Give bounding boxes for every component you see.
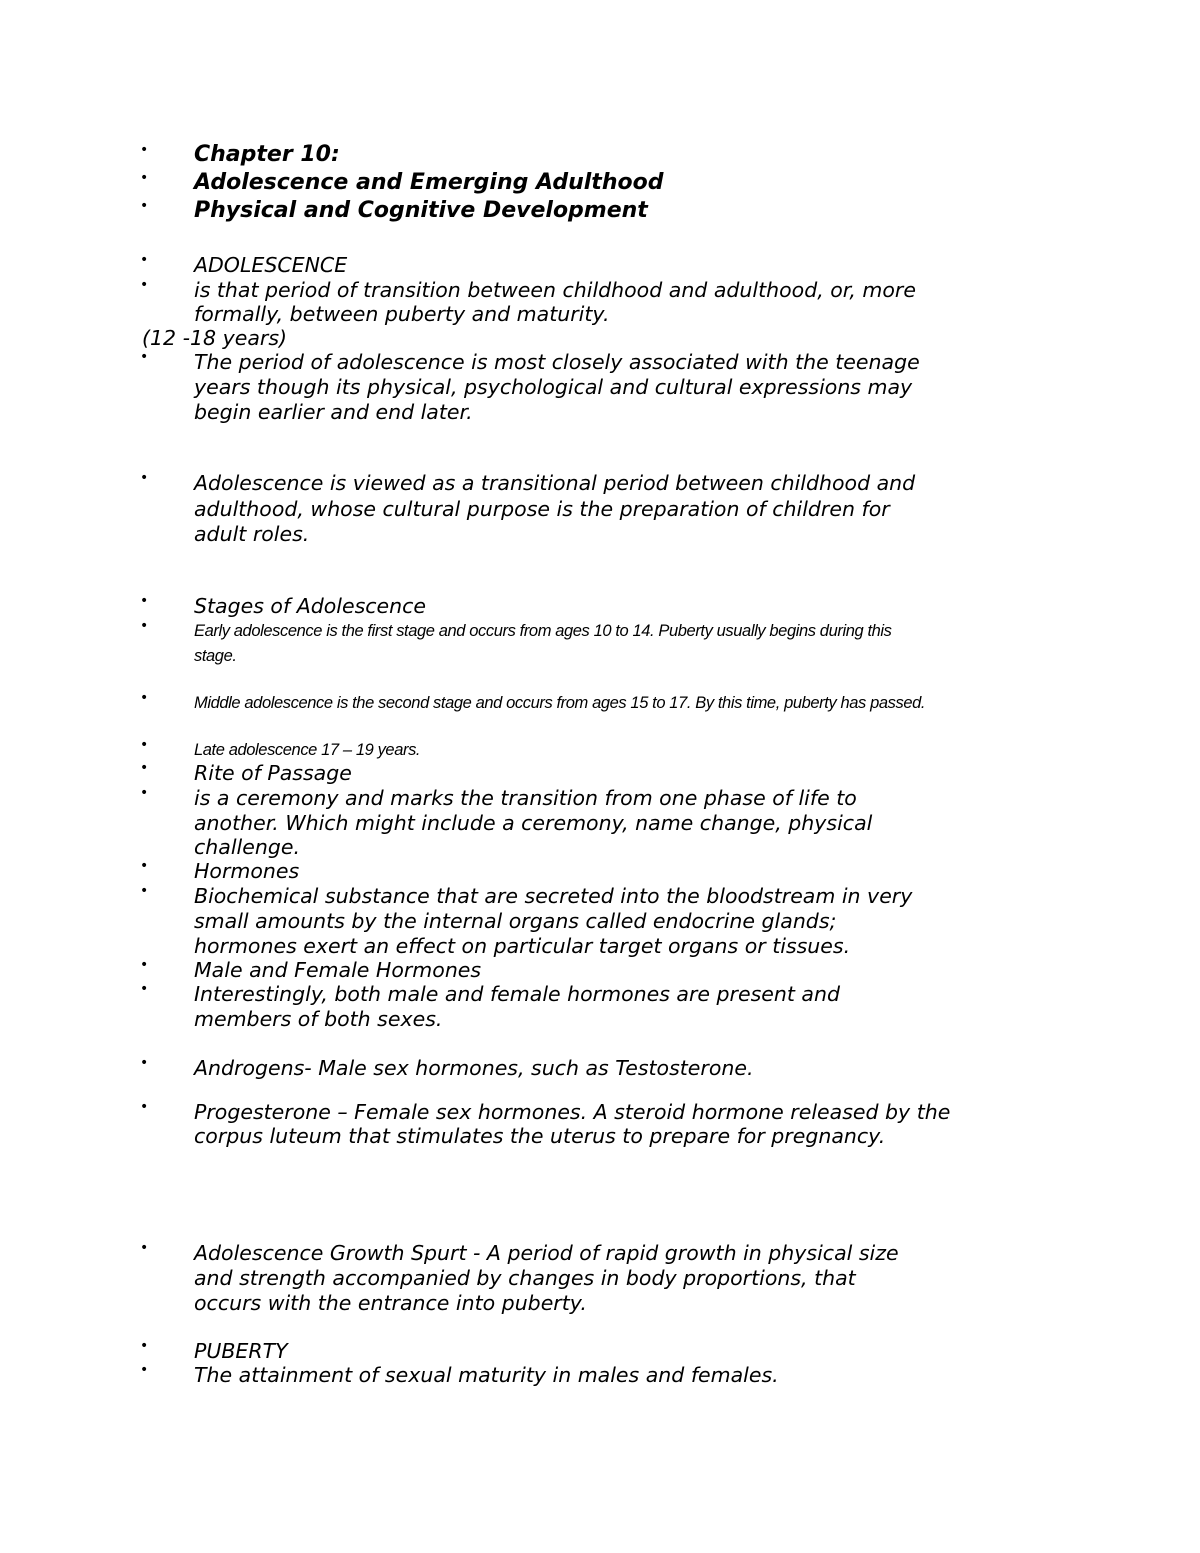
text-line (0, 643, 1200, 669)
chapter-subtitle: Adolescence and Emerging Adulthood (194, 170, 664, 195)
bullet: • (140, 170, 149, 186)
bullet: • (140, 593, 149, 609)
body-text: is a ceremony and marks the transition from one phase of life to (194, 786, 857, 810)
body-text: members of both sexes. (194, 1007, 443, 1031)
text-line (0, 521, 1200, 547)
body-text: adulthood, whose cultural purpose is the preparation of children for (194, 497, 890, 521)
text-line (0, 1099, 1200, 1125)
text-line (0, 785, 1200, 811)
bullet: • (140, 142, 149, 158)
section-heading-line (0, 858, 1200, 884)
text-line (0, 301, 1200, 327)
bullet: • (140, 737, 149, 753)
section-heading-line (0, 760, 1200, 786)
body-text: is that period of transition between childhood and adulthood, or, more (194, 278, 916, 302)
text-line (0, 1265, 1200, 1291)
section-heading: Rite of Passage (194, 761, 352, 785)
bullet: • (140, 618, 149, 634)
body-text: another. Which might include a ceremony, name change, physical (194, 811, 873, 835)
text-line (0, 1290, 1200, 1316)
bullet: • (140, 1338, 149, 1354)
text-line (0, 908, 1200, 934)
body-text: Progesterone – Female sex hormones. A steroid hormone released by the (194, 1100, 951, 1124)
body-text: Early adolescence is the first stage and occurs from ages 10 to 14. Puberty usually begins during this (194, 622, 892, 640)
body-text: Late adolescence 17 – 19 years. (194, 741, 421, 759)
text-line (0, 981, 1200, 1007)
body-text: begin earlier and end later. (194, 400, 473, 424)
chapter-subtitle-line (0, 198, 1200, 224)
chapter-subtitle: Physical and Cognitive Development (194, 198, 648, 223)
section-heading-line (0, 593, 1200, 619)
text-line (0, 349, 1200, 375)
body-text: formally, between puberty and maturity. (194, 302, 610, 326)
bullet: • (140, 470, 149, 486)
body-text: Biochemical substance that are secreted into the bloodstream in very (194, 884, 913, 908)
body-text: occurs with the entrance into puberty. (194, 1291, 587, 1315)
chapter-title-line (0, 142, 1200, 168)
section-heading: Hormones (194, 859, 300, 883)
bullet: • (140, 785, 149, 801)
text-line (0, 834, 1200, 860)
text-line (0, 883, 1200, 909)
text-line (0, 496, 1200, 522)
body-text: The attainment of sexual maturity in males and females. (194, 1363, 779, 1387)
body-text: Androgens- Male sex hormones, such as Testosterone. (194, 1056, 754, 1080)
bullet: • (140, 349, 149, 365)
section-heading-line (0, 957, 1200, 983)
text-line (0, 1055, 1200, 1081)
text-line (0, 325, 1200, 351)
text-line (0, 933, 1200, 959)
text-line (0, 277, 1200, 303)
text-line (0, 1240, 1200, 1266)
text-line (0, 618, 1200, 644)
body-text: corpus luteum that stimulates the uterus to prepare for pregnancy. (194, 1124, 886, 1148)
chapter-title: Chapter 10: (194, 142, 340, 167)
bullet: • (140, 690, 149, 706)
bullet: • (140, 760, 149, 776)
text-line (0, 470, 1200, 496)
bullet: • (140, 1055, 149, 1071)
section-heading: ADOLESCENCE (194, 253, 348, 277)
section-heading-line (0, 1338, 1200, 1364)
section-heading: Stages of Adolescence (194, 594, 427, 618)
text-line (0, 374, 1200, 400)
body-text: Interestingly, both male and female hormones are present and (194, 982, 841, 1006)
bullet: • (140, 1362, 149, 1378)
section-heading: Male and Female Hormones (194, 958, 482, 982)
text-line (0, 1006, 1200, 1032)
body-text: The period of adolescence is most closely associated with the teenage (194, 350, 920, 374)
body-text: years though its physical, psychological and cultural expressions may (194, 375, 913, 399)
chapter-subtitle-line (0, 170, 1200, 196)
body-text: hormones exert an effect on particular target organs or tissues. (194, 934, 851, 958)
body-text: Adolescence is viewed as a transitional period between childhood and (194, 471, 916, 495)
bullet: • (140, 1099, 149, 1115)
bullet: • (140, 883, 149, 899)
body-text: Middle adolescence is the second stage and occurs from ages 15 to 17. By this time, puberty has passed. (194, 694, 926, 712)
body-text: challenge. (194, 835, 300, 859)
bullet: • (140, 198, 149, 214)
bullet: • (140, 1240, 149, 1256)
body-text: small amounts by the internal organs called endocrine glands; (194, 909, 837, 933)
body-text: adult roles. (194, 522, 310, 546)
body-text: stage. (194, 647, 237, 665)
bullet: • (140, 858, 149, 874)
bullet: • (140, 252, 149, 268)
text-line (0, 1362, 1200, 1388)
bullet: • (140, 957, 149, 973)
bullet: • (140, 277, 149, 293)
section-heading-line (0, 252, 1200, 278)
body-text: (12 -18 years) (142, 326, 288, 350)
section-heading: PUBERTY (194, 1339, 288, 1363)
text-line (0, 399, 1200, 425)
bullet: • (140, 981, 149, 997)
text-line (0, 1123, 1200, 1149)
body-text: Adolescence Growth Spurt - A period of rapid growth in physical size (194, 1241, 899, 1265)
text-line (0, 690, 1200, 716)
body-text: and strength accompanied by changes in body proportions, that (194, 1266, 856, 1290)
text-line (0, 810, 1200, 836)
